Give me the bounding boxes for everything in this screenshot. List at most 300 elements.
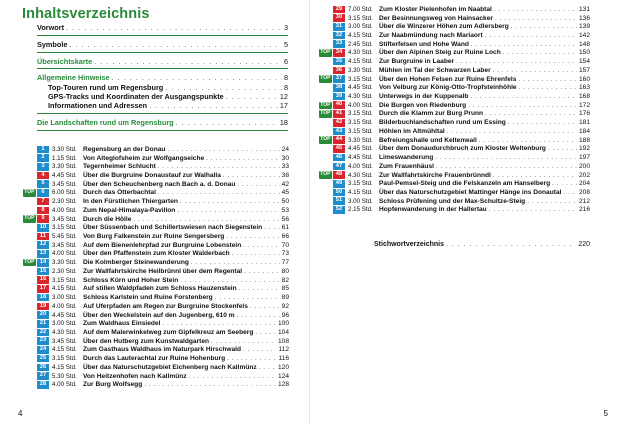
tour-duration: 3.15 Std. (348, 119, 373, 127)
tour-name: Von Heitzenhofen nach Kallmünz (83, 372, 187, 380)
leader-dots (493, 172, 577, 179)
leader-dots (226, 92, 278, 101)
leader-dots (495, 15, 577, 22)
tour-name: Höhlen im Altmühltal (379, 127, 445, 135)
leader-dots (518, 76, 577, 83)
tour-entry[interactable] (22, 154, 289, 163)
tour-name: Von Burg Falkenstein zur Ruine Sengersberg (83, 233, 225, 241)
tour-name: Über die Burgruine Donaustauf zur Walhalla (83, 172, 221, 180)
tour-number-badge: 24 (37, 346, 49, 354)
tour-page: 66 (281, 233, 289, 241)
tour-entry[interactable] (22, 171, 289, 180)
tour-duration: 3.30 Std. (52, 145, 77, 153)
tour-duration: 2.30 Std. (52, 267, 77, 275)
front-entry-label: Informationen und Adressen (48, 101, 148, 111)
tour-name: Über Süssenbach und Schillertswiesen nach Siegenstein (83, 224, 263, 232)
front-entry-vorwort[interactable] (37, 23, 288, 32)
tour-name: Über den Hutberg zum Kunstwaldgarten (83, 337, 210, 345)
tour-entry[interactable] (318, 49, 590, 58)
tour-name: Über den Hohen Felsen zur Ruine Ehrenfels (379, 75, 517, 83)
tour-page: 104 (277, 328, 289, 336)
tour-name: Von Alteglofsheim zur Wolfgangseiche (83, 154, 205, 162)
top-slot (22, 189, 37, 196)
tour-page: 204 (578, 180, 590, 188)
leader-dots (548, 145, 577, 152)
stichwort-entry[interactable] (374, 240, 590, 249)
tour-page: 70 (281, 241, 289, 249)
tour-name: Hopfenwanderung in der Hallertau (379, 206, 487, 214)
tour-name: Auf dem Bienenlehrpfad zur Burgruine Lobenstein (83, 241, 242, 249)
tour-page: 85 (281, 285, 289, 293)
tour-entry[interactable] (318, 40, 590, 49)
tour-duration: 4.45 Std. (52, 311, 77, 319)
tour-duration: 2.45 Std. (348, 40, 373, 48)
top-badge: TOP (24, 215, 35, 222)
front-entry-page: 8 (283, 73, 288, 83)
tour-page: 139 (578, 23, 590, 31)
tour-duration: 1.15 Std. (52, 154, 77, 162)
tour-page: 61 (281, 224, 289, 232)
front-entry-label: Die Landschaften rund um Regensburg (37, 118, 174, 128)
leader-dots (446, 240, 576, 249)
leader-dots (243, 242, 279, 249)
tour-entry[interactable] (22, 232, 289, 241)
tour-number-badge: 48 (333, 171, 345, 179)
tour-duration: 4.30 Std. (348, 93, 373, 101)
tour-name: Tegernheimer Schlucht (83, 163, 156, 171)
tour-entry[interactable] (318, 197, 590, 206)
leader-dots (66, 23, 282, 32)
front-entry-page: 3 (283, 23, 288, 32)
leader-dots (468, 102, 577, 109)
page-number-right: 5 (603, 409, 608, 418)
front-entry-label: Vorwort (37, 23, 65, 32)
tour-name: Schloss Prüfening und der Max-Schultze-Steig (379, 197, 526, 205)
leader-dots (503, 49, 577, 56)
top-badge: TOP (320, 171, 331, 178)
tour-name: Durch die Hölle (83, 215, 132, 223)
tour-name: Befreiungshalle und Keltenwall (379, 136, 477, 144)
tour-page: 192 (578, 145, 590, 153)
tour-page: 142 (578, 32, 590, 40)
tour-duration: 4.15 Std. (348, 58, 373, 66)
top-badge: TOP (320, 136, 331, 143)
tour-duration: 4.15 Std. (348, 32, 373, 40)
front-entry-label: Symbole (37, 39, 68, 49)
tour-number-badge: 5 (37, 180, 49, 188)
tour-number-badge: 50 (333, 189, 345, 197)
tour-entry[interactable] (318, 75, 590, 84)
leader-dots (158, 189, 280, 196)
divider (37, 35, 288, 36)
tour-duration: 3.30 Std. (348, 66, 373, 74)
tour-entry[interactable] (318, 110, 590, 119)
leader-dots (508, 119, 577, 126)
tour-name: Limeswanderung (379, 154, 434, 162)
tour-name: Zum Kloster Pielenhofen im Naabtal (379, 5, 492, 13)
divider (37, 52, 288, 53)
tour-page: 124 (277, 372, 289, 380)
tour-name: Von Velburg zur König-Otto-Tropfsteinhöhle (379, 84, 517, 92)
tour-name: Bilderbuchlandschaften rund um Essing (379, 119, 506, 127)
tour-name: Zur Burgruine in Laaber (379, 58, 455, 66)
tour-entry[interactable] (22, 380, 289, 389)
leader-dots (176, 118, 278, 127)
leader-dots (237, 312, 280, 319)
leader-dots (177, 207, 279, 214)
tour-number-badge: 45 (333, 145, 345, 153)
leader-dots (255, 329, 276, 336)
tour-page: 157 (578, 66, 590, 74)
leader-dots (563, 189, 577, 196)
tour-duration: 4.15 Std. (348, 188, 373, 196)
tour-entry[interactable] (22, 285, 289, 294)
leader-dots (158, 163, 280, 170)
tour-entry[interactable] (22, 346, 289, 355)
tour-number-badge: 33 (333, 40, 345, 48)
leader-dots (165, 83, 282, 92)
tour-entry[interactable] (22, 319, 289, 328)
leader-dots (206, 155, 280, 162)
tour-entry[interactable] (22, 267, 289, 276)
tour-name: Über den Scheuchenberg nach Bach a. d. Donau (83, 180, 236, 188)
tour-duration: 5.45 Std. (52, 233, 77, 241)
tour-name: Der Besinnungsweg von Hainsacker (379, 14, 493, 22)
stichwort-label: Stichwortverzeichnis (374, 241, 445, 248)
tour-page: 24 (281, 145, 289, 153)
tour-number-badge: 6 (37, 189, 49, 197)
tour-entry[interactable] (22, 372, 289, 381)
top-slot (318, 136, 333, 143)
tour-entry[interactable] (318, 66, 590, 75)
tour-name: Auf dem Malerwinkelweg zum Gipfelkreuz am Seeberg (83, 328, 254, 336)
tour-entry[interactable] (22, 145, 289, 154)
tour-page: 30 (281, 154, 289, 162)
tour-entry[interactable] (318, 14, 590, 23)
front-entry-allgemeine-hinweise[interactable] (37, 73, 288, 82)
tour-duration: 3.45 Std. (52, 180, 77, 188)
tour-page: 150 (578, 49, 590, 57)
tour-name: Über dem Donaudurchbruch zum Kloster Weltenburg (379, 145, 546, 153)
tour-page: 96 (281, 311, 289, 319)
tour-number-badge: 23 (37, 337, 49, 345)
tour-name: Durch das Lauterachtal zur Ruine Hohenburg (83, 355, 226, 363)
tour-number-badge: 47 (333, 163, 345, 171)
tour-name: Über das Naturschutzgebiet Mattinger Hänge ins Donautal (379, 188, 562, 196)
front-entry-page: 18 (279, 118, 288, 128)
tour-duration: 7.00 Std. (348, 5, 373, 13)
tour-number-badge: 2 (37, 154, 49, 162)
leader-dots (162, 320, 276, 327)
front-entry-uebersichtskarte[interactable] (37, 57, 288, 66)
tour-entry[interactable] (318, 31, 590, 40)
tour-duration: 2.15 Std. (348, 206, 373, 214)
tour-duration: 4.15 Std. (52, 346, 77, 354)
tour-entry[interactable] (318, 145, 590, 154)
tour-name: Paul-Pemsel-Steig und die Felskanzeln am Hanselberg (379, 180, 551, 188)
tour-page: 112 (278, 346, 289, 354)
divider (37, 130, 288, 131)
tour-duration: 3.15 Std. (348, 127, 373, 135)
tour-entry[interactable] (22, 215, 289, 224)
tour-entry[interactable] (22, 258, 289, 267)
leader-dots (69, 40, 282, 49)
tour-name: Unterwegs in der Kuppenalb (379, 93, 469, 101)
leader-dots (447, 128, 577, 135)
tour-number-badge: 36 (333, 67, 345, 75)
top-slot (318, 49, 333, 56)
tour-page: 136 (578, 14, 590, 22)
front-entry-label: GPS-Tracks und Koordinaten der Ausgangspunkte (48, 91, 224, 101)
tour-name: Über das Naturschutzgebiet Eichenberg nach Kallmünz (83, 363, 257, 371)
tour-number-badge: 26 (37, 364, 49, 372)
tour-page: 176 (578, 110, 590, 118)
tour-page: 53 (281, 206, 289, 214)
tour-number-badge: 19 (37, 303, 49, 311)
tour-entry[interactable] (318, 162, 590, 171)
tour-name: Auf stillen Waldpfaden zum Schloss Hauzenstein (83, 285, 237, 293)
tour-name: Über die Winzerer Höhen zum Adlersberg (379, 23, 509, 31)
leader-dots (223, 172, 280, 179)
tour-duration: 4.45 Std. (348, 84, 373, 92)
front-entry-page: 8 (283, 82, 288, 92)
top-slot (22, 215, 37, 222)
tour-number-badge: 38 (333, 84, 345, 92)
tour-duration: 3.45 Std. (52, 337, 77, 345)
top-slot (318, 171, 333, 178)
leader-dots (237, 181, 279, 188)
tour-duration: 3.15 Std. (348, 14, 373, 22)
leader-dots (250, 303, 280, 310)
tour-entry[interactable] (318, 83, 590, 92)
tour-duration: 3.45 Std. (52, 241, 77, 249)
tour-page: 73 (281, 250, 289, 258)
leader-dots (133, 216, 279, 223)
leader-dots (479, 137, 577, 144)
tour-entry[interactable] (22, 328, 289, 337)
tour-number-badge: 10 (37, 224, 49, 232)
tour-number-badge: 41 (333, 110, 345, 118)
tour-number-badge: 46 (333, 154, 345, 162)
tour-entry[interactable] (318, 188, 590, 197)
tour-entry[interactable] (22, 189, 289, 198)
tour-duration: 3.15 Std. (348, 180, 373, 188)
leader-dots (239, 285, 280, 292)
front-entry-informationen[interactable] (37, 101, 288, 110)
tour-entry[interactable] (22, 206, 289, 215)
tour-entry[interactable] (318, 136, 590, 145)
tour-entry[interactable] (22, 241, 289, 250)
tour-page: 80 (281, 267, 289, 275)
front-entry-symbole[interactable] (37, 40, 288, 49)
leader-dots (226, 233, 279, 240)
tour-name: Durch die Klamm zur Burg Prunn (379, 110, 484, 118)
right-page (310, 0, 620, 424)
leader-dots (180, 277, 279, 284)
tour-page: 56 (281, 215, 289, 223)
tour-duration: 3.00 Std. (348, 23, 373, 31)
leader-dots (244, 268, 280, 275)
tour-entry[interactable] (318, 153, 590, 162)
tour-number-badge: 14 (37, 259, 49, 267)
leader-dots (112, 73, 282, 82)
tour-number-badge: 21 (37, 320, 49, 328)
tour-duration: 3.15 Std. (52, 276, 77, 284)
tour-entry[interactable] (22, 363, 289, 372)
tour-duration: 4.00 Std. (348, 101, 373, 109)
tour-entry[interactable] (22, 276, 289, 285)
tour-number-badge: 34 (333, 49, 345, 57)
tour-name: Zur Burg Wolfsegg (83, 381, 143, 389)
divider (37, 68, 288, 69)
tour-duration: 3.30 Std. (348, 136, 373, 144)
front-entry-page: 12 (279, 91, 288, 101)
tour-list-right (318, 5, 590, 214)
tour-page: 92 (281, 302, 289, 310)
tour-number-badge: 32 (333, 32, 345, 40)
tour-name: Zum Waldhaus Einsiedel (83, 320, 161, 328)
tour-page: 202 (578, 171, 590, 179)
tour-name: Die Kolmberger Steinewanderung (83, 259, 189, 267)
tour-number-badge: 39 (333, 93, 345, 101)
tour-name: Schloss Karlstein und Ruine Forstenberg (83, 294, 213, 302)
tour-page: 181 (578, 119, 590, 127)
leader-dots (485, 32, 577, 39)
tour-number-badge: 9 (37, 215, 49, 223)
tour-number-badge: 30 (333, 14, 345, 22)
tour-entry[interactable] (22, 180, 289, 189)
tour-entry[interactable] (318, 171, 590, 180)
tour-page: 172 (578, 101, 590, 109)
tour-duration: 3.15 Std. (348, 110, 373, 118)
tour-number-badge: 43 (333, 128, 345, 136)
tour-entry[interactable] (318, 118, 590, 127)
tour-name: Zum Gasthaus Waldhaus im Naturpark Hirschwald (83, 346, 242, 354)
tour-page: 197 (578, 154, 590, 162)
tour-page: 184 (578, 127, 590, 135)
tour-page: 82 (281, 276, 289, 284)
tour-number-badge: 29 (333, 6, 345, 14)
tour-number-badge: 28 (37, 381, 49, 389)
tour-page: 50 (281, 198, 289, 206)
tour-entry[interactable] (318, 127, 590, 136)
leader-dots (243, 346, 276, 353)
tour-entry[interactable] (22, 250, 289, 259)
tour-entry[interactable] (318, 101, 590, 110)
page-title: Inhaltsverzeichnis (22, 6, 150, 22)
stichwort-page: 220 (578, 241, 590, 248)
tour-name: Über den Weckelstein auf den Jugenberg, 610 m (83, 311, 235, 319)
tour-number-badge: 3 (37, 163, 49, 171)
leader-dots (144, 381, 276, 388)
tour-page: 154 (578, 58, 590, 66)
leader-dots (489, 206, 577, 213)
tour-page: 208 (578, 188, 590, 196)
front-matter-list (37, 23, 288, 135)
tour-duration: 5.30 Std. (52, 372, 77, 380)
tour-page: 148 (578, 40, 590, 48)
tour-duration: 4.00 Std. (52, 302, 77, 310)
tour-number-badge: 42 (333, 119, 345, 127)
tour-list-left (22, 145, 289, 389)
tour-entry[interactable] (318, 179, 590, 188)
tour-entry[interactable] (22, 223, 289, 232)
top-badge: TOP (24, 259, 35, 265)
tour-number-badge: 37 (333, 75, 345, 83)
tour-duration: 4.00 Std. (348, 162, 373, 170)
tour-duration: 2.30 Std. (52, 198, 77, 206)
tour-page: 168 (578, 93, 590, 101)
tour-number-badge: 12 (37, 241, 49, 249)
tour-entry[interactable] (318, 5, 590, 14)
top-slot (318, 75, 333, 82)
tour-name: Über den Alpinen Steig zur Ruine Loch (379, 49, 501, 57)
tour-number-badge: 11 (37, 233, 49, 241)
tour-name: Schloss Kürn und Hoher Stein (83, 276, 179, 284)
tour-entry[interactable] (318, 57, 590, 66)
tour-duration: 4.30 Std. (52, 328, 77, 336)
tour-entry[interactable] (22, 293, 289, 302)
tour-name: Zum Frauenhäusl (379, 162, 434, 170)
top-badge: TOP (320, 101, 331, 108)
tour-duration: 4.45 Std. (348, 145, 373, 153)
tour-duration: 3.30 Std. (52, 163, 77, 171)
tour-entry[interactable] (22, 311, 289, 320)
leader-dots (511, 23, 577, 30)
leader-dots (456, 58, 577, 65)
front-entry-top-touren[interactable] (37, 83, 288, 92)
tour-entry[interactable] (22, 197, 289, 206)
leader-dots (215, 294, 280, 301)
leader-dots (436, 163, 577, 170)
front-entry-label: Top-Touren rund um Regensburg (48, 82, 164, 92)
tour-duration: 3.15 Std. (52, 224, 77, 232)
front-entry-landschaften[interactable] (37, 118, 288, 127)
tour-number-badge: 25 (37, 355, 49, 363)
tour-name: Auf Uferpfaden am Regen zur Burgruine Stockenfels (83, 302, 248, 310)
leader-dots (552, 180, 577, 187)
leader-dots (180, 198, 280, 205)
tour-page: 212 (578, 197, 590, 205)
tour-page: 120 (277, 363, 289, 371)
tour-page: 33 (281, 163, 289, 171)
tour-number-badge: 15 (37, 268, 49, 276)
tour-number-badge: 7 (37, 198, 49, 206)
leader-dots (232, 250, 280, 257)
front-entry-gps-tracks[interactable] (37, 92, 288, 101)
tour-duration: 4.45 Std. (52, 172, 77, 180)
tour-entry[interactable] (22, 162, 289, 171)
leader-dots (259, 364, 276, 371)
tour-page: 108 (277, 337, 289, 345)
leader-dots (494, 6, 577, 13)
tour-name: In den Fürstlichen Thiergarten (83, 198, 178, 206)
tour-entry[interactable] (22, 354, 289, 363)
front-entry-label: Übersichtskarte (37, 56, 93, 66)
tour-number-badge: 49 (333, 180, 345, 188)
divider (37, 113, 288, 114)
top-badge: TOP (320, 110, 331, 117)
tour-entry[interactable] (22, 302, 289, 311)
tour-duration: 4.15 Std. (52, 285, 77, 293)
tour-entry[interactable] (22, 337, 289, 346)
page-number-left: 4 (18, 409, 23, 418)
tour-entry[interactable] (318, 206, 590, 215)
front-entry-page: 5 (283, 39, 288, 49)
tour-entry[interactable] (318, 92, 590, 101)
tour-entry[interactable] (318, 22, 590, 31)
tour-number-badge: 35 (333, 58, 345, 66)
